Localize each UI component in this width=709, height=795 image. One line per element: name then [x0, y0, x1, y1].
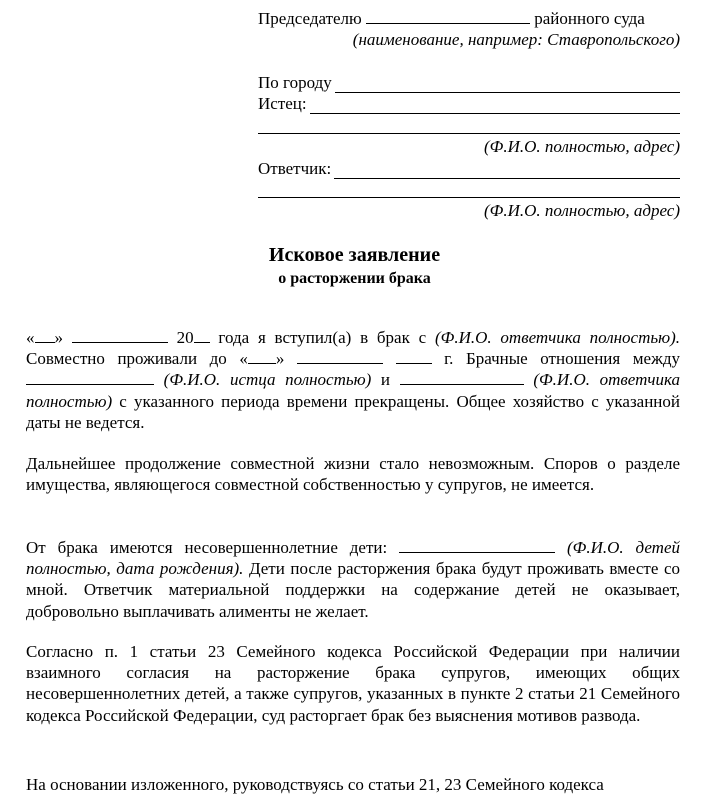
- defendant-blank-2: [258, 197, 680, 198]
- defendant-hint: (Ф.И.О. полностью, адрес): [484, 201, 680, 220]
- paragraph-impossible: Дальнейшее продолжение совместной жизни стало невозможным. Споров о разделе имущества, являющегося совместной собственностью у супругов, не имеется.: [26, 454, 680, 495]
- chairman-prefix: Председателю: [258, 9, 362, 28]
- paragraph-children: [26, 537, 680, 622]
- until-day-blank: [248, 348, 276, 364]
- p1-quote-open: «: [26, 328, 35, 347]
- p1-defendant-hint-2: (Ф.И.О. ответчика полностью): [26, 370, 681, 411]
- p1-defendant-hint: (Ф.И.О. ответчика полностью).: [435, 328, 680, 347]
- plaintiff-name-blank: [26, 369, 154, 385]
- p1-quote-close: »: [54, 328, 63, 347]
- month-blank: [72, 327, 168, 343]
- p1-plaintiff-hint: (Ф.И.О. истца полностью): [163, 370, 372, 390]
- court-name-blank: [366, 8, 530, 24]
- year-blank: [194, 327, 210, 343]
- paragraph-marriage: [26, 327, 680, 433]
- children-blank: [399, 537, 555, 553]
- p3-children-hint: (Ф.И.О. детей полностью, дата рождения).: [26, 538, 680, 579]
- city-line: [258, 73, 680, 93]
- plaintiff-hint: (Ф.И.О. полностью, адрес): [484, 137, 680, 156]
- document-subtitle: о расторжении брака: [278, 270, 431, 287]
- p3-support-text: Дети после расторжения брака будут проживать вместе со мной. Ответчик материальной поддержки на содержание детей не оказывает, добровольно выплачивать алименты не желает.: [26, 559, 680, 621]
- p1-married-text: года я вступил(а) в брак с: [218, 328, 427, 347]
- p1-and: и: [380, 370, 391, 390]
- until-month-blank: [297, 348, 383, 364]
- city-label: По городу: [258, 73, 332, 92]
- chairman-suffix: районного суда: [534, 9, 645, 28]
- defendant-line: [258, 159, 680, 179]
- p3-children-text: От брака имеются несовершеннолетние дети:: [26, 538, 388, 557]
- court-hint: (наименование, например: Ставропольского): [352, 30, 680, 49]
- day-blank: [35, 327, 55, 343]
- chairman-line: [258, 8, 680, 29]
- p1-year-prefix: 20: [176, 328, 194, 347]
- plaintiff-blank-2: [258, 133, 680, 134]
- paragraph-conclusion: На основании изложенного, руководствуясь со статьи 21, 23 Семейного кодекса: [26, 775, 604, 794]
- defendant-blank: [334, 163, 680, 179]
- until-year-blank: [396, 348, 432, 364]
- defendant-label: Ответчик:: [258, 159, 332, 178]
- p1-relations-text: г. Брачные отношения между: [444, 349, 680, 369]
- city-blank: [335, 77, 680, 93]
- plaintiff-line: [258, 94, 680, 114]
- defendant-name-blank: [400, 369, 524, 385]
- plaintiff-blank: [310, 98, 680, 114]
- paragraph-law: Согласно п. 1 статьи 23 Семейного кодекса Российской Федерации при наличии взаимного согласия на расторжение брака супругов, имеющих общих несовершеннолетних детей, а также супругов, указанных в пункте 2 статьи 21 Семейного кодекса Российской Федерации, суд расторгает брак без выяснения мотивов развода.: [26, 642, 680, 725]
- p1-ended-text: с указанного периода времени прекращены. Общее хозяйство с указанной даты не ведется.: [26, 391, 680, 432]
- p1-quote-close-2: »: [275, 349, 285, 369]
- document-title: Исковое заявление: [268, 244, 441, 266]
- p1-lived-until: Совместно проживали до «: [26, 349, 248, 369]
- plaintiff-label: Истец:: [258, 94, 307, 113]
